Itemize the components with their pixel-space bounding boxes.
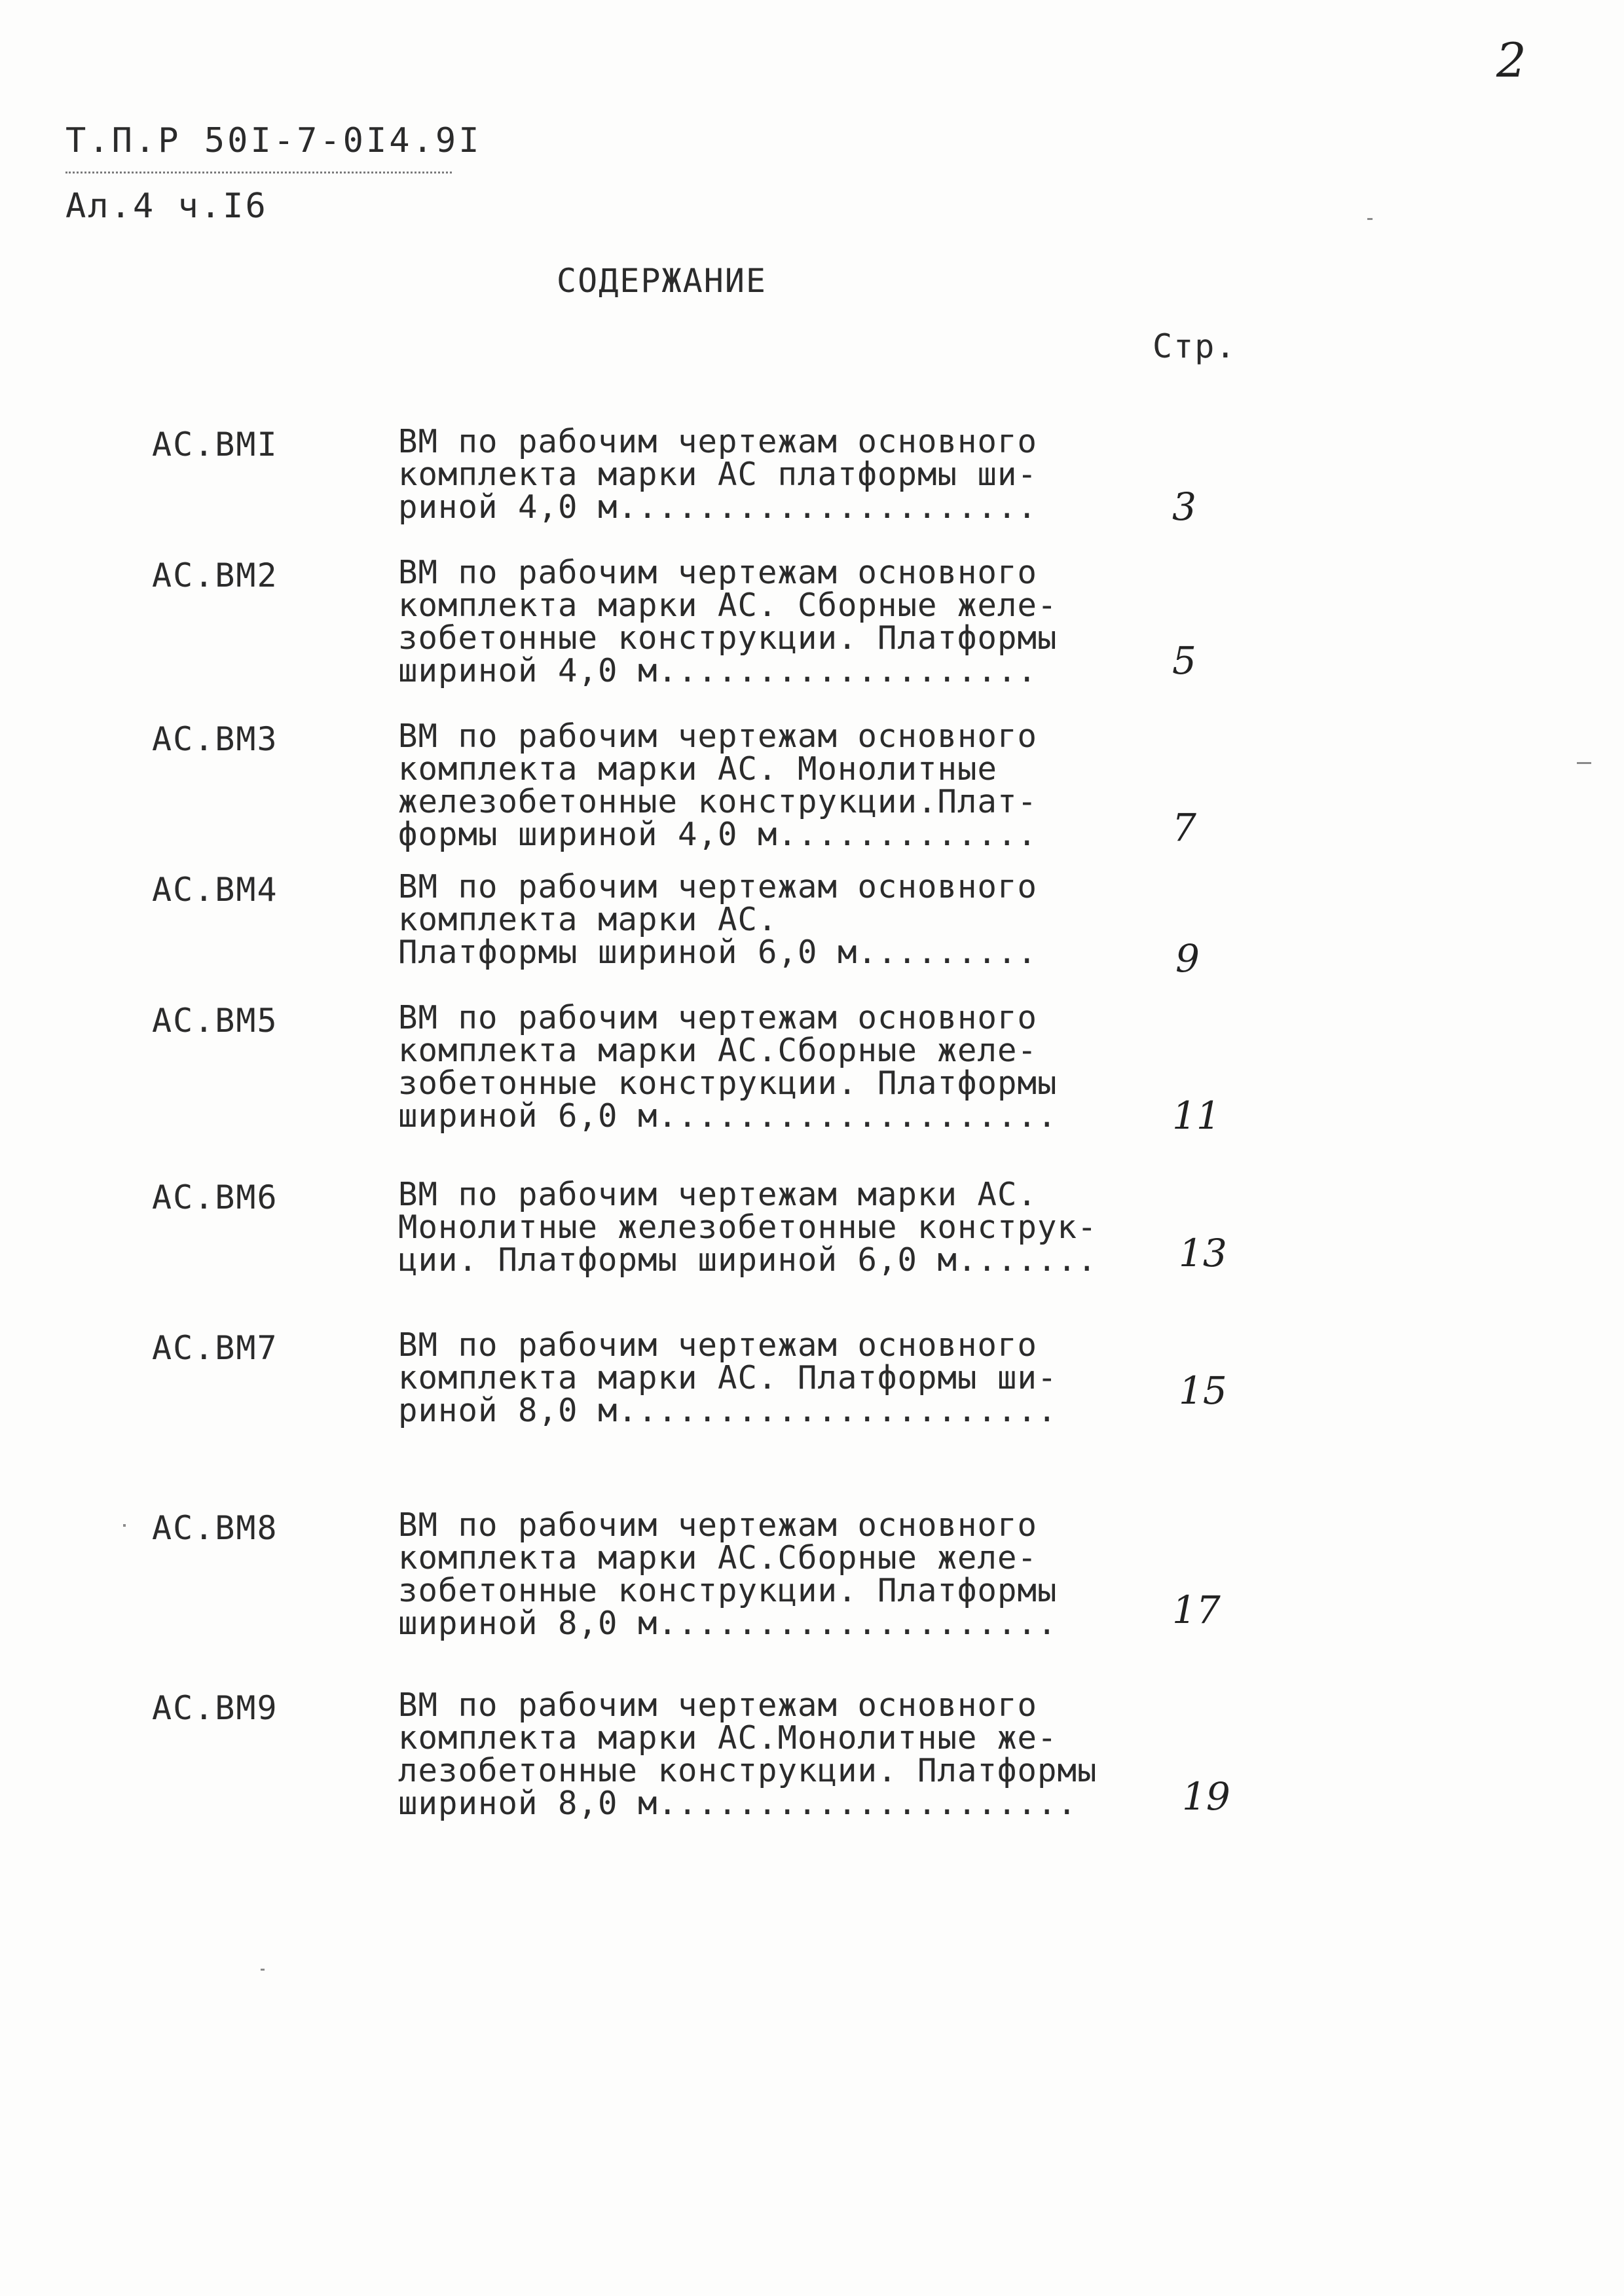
- entry-description: ВМ по рабочим чертежам основного комплекта марки АС. Сборные желе- зобетонные конструкции. Платформы шириной 4,0 м...................: [398, 554, 1058, 689]
- entry-page-number: 9: [1175, 936, 1200, 981]
- scan-speck: [261, 1969, 265, 1971]
- entry-description: ВМ по рабочим чертежам основного комплекта марки АС.Монолитные же- лезобетонные конструкции. Платформы шириной 8,0 м.....................: [398, 1686, 1098, 1822]
- entry-description: ВМ по рабочим чертежам основного комплекта марки АС. Монолитные железобетонные конструкции.Плат- формы шириной 4,0 м.............: [398, 718, 1038, 853]
- page-column-header: Стр.: [1153, 327, 1237, 365]
- entry-code: АС.ВМ2: [152, 556, 278, 594]
- entry-code: АС.ВМ9: [152, 1689, 278, 1727]
- entry-page-number: 5: [1172, 638, 1196, 683]
- scan-speck: [1367, 218, 1373, 220]
- sheet-number: 2: [1496, 33, 1526, 88]
- document-code-underline: [65, 172, 452, 173]
- entry-code: АС.ВМ3: [152, 720, 278, 758]
- entry-code: АС.ВМ7: [152, 1329, 278, 1367]
- entry-code: АС.ВМ5: [152, 1002, 278, 1040]
- entry-description: ВМ по рабочим чертежам основного комплекта марки АС. Платформы ши- риной 8,0 м......................: [398, 1326, 1058, 1429]
- entry-page-number: 13: [1179, 1231, 1227, 1275]
- document-code: Т.П.Р 50I-7-0I4.9I: [65, 121, 482, 160]
- entry-description: ВМ по рабочим чертежам основного комплекта марки АС. Платформы шириной 6,0 м.........: [398, 868, 1038, 971]
- entry-code: АС.ВМ8: [152, 1509, 278, 1547]
- document-part: Ал.4 ч.I6: [65, 187, 268, 226]
- entry-description: ВМ по рабочим чертежам основного комплекта марки АС.Сборные желе- зобетонные конструкции. Платформы шириной 6,0 м....................: [398, 999, 1058, 1135]
- entry-page-number: 3: [1172, 484, 1196, 529]
- entry-code: АС.ВМ6: [152, 1178, 278, 1216]
- entry-page-number: 7: [1172, 805, 1196, 850]
- entry-page-number: 11: [1172, 1093, 1221, 1138]
- entry-page-number: 17: [1172, 1588, 1221, 1632]
- entry-page-number: 19: [1182, 1774, 1230, 1819]
- entry-description: ВМ по рабочим чертежам основного комплекта марки АС.Сборные желе- зобетонные конструкции. Платформы шириной 8,0 м....................: [398, 1506, 1058, 1642]
- entry-code: АС.ВМI: [152, 426, 278, 464]
- page-title: СОДЕРЖАНИЕ: [557, 262, 767, 300]
- entry-code: АС.ВМ4: [152, 871, 278, 909]
- scan-speck: [123, 1524, 126, 1527]
- entry-page-number: 15: [1179, 1368, 1227, 1413]
- entry-description: ВМ по рабочим чертежам основного комплекта марки АС платформы ши- риной 4,0 м.....................: [398, 423, 1038, 526]
- entry-description: ВМ по рабочим чертежам марки АС. Монолитные железобетонные конструк- ции. Платформы шириной 6,0 м.......: [398, 1176, 1098, 1279]
- scan-speck: [1577, 762, 1591, 764]
